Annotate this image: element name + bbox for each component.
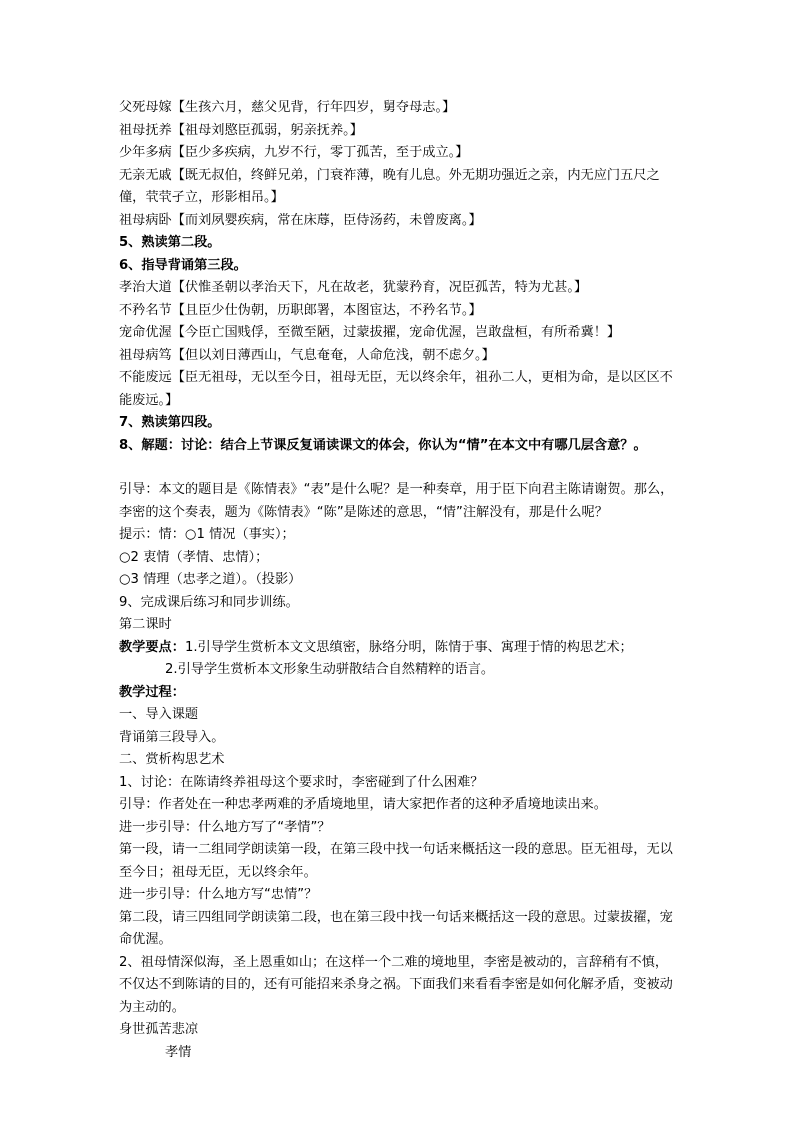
text-paragraph: 不能废远【臣无祖母，无以至今日，祖母无臣，无以终余年，祖孙二人，更相为命，是以区区不能废远。】 — [119, 370, 673, 408]
hint-line: ○3 情理（忠孝之道）。（投影） — [119, 572, 302, 587]
text-line: 祖母病笃【但以刘日薄西山，气息奄奄，人命危浅，朝不虑夕。】 — [119, 347, 495, 363]
document-body — [119, 97, 679, 1064]
text-line: 进一步引导：什么地方写“忠情”？ — [119, 887, 318, 902]
step-heading: 5、熟读第二段。 — [119, 235, 221, 250]
text-paragraph: 第一段，请一二组同学朗读第一段，在第三段中找一句话来概括这一段的意思。臣无祖母，无以至今日；祖母无臣，无以终余年。 — [119, 842, 673, 880]
text-line: 不矜名节【且臣少仕伪朝，历职郎署，本图宦达，不矜名节。】 — [119, 302, 482, 318]
text-line: 祖母病卧【而刘夙婴疾病，常在床蓐，臣侍汤药，未曾废离。】 — [119, 212, 482, 228]
step-heading: 8、解题：讨论：结合上节课反复诵读课文的体会，你认为“情”在本文中有哪几层含意？。 — [119, 437, 647, 453]
text-line: 少年多病【臣少多疾病，九岁不行，零丁孤苦，至于成立。】 — [119, 145, 469, 160]
text-line: 祖母抚养【祖母刘愍臣孤弱，躬亲抚养。】 — [119, 122, 363, 138]
hint-line: ○2 衷情（孝情、忠情）； — [119, 549, 269, 565]
text-line: 9、完成课后练习和同步训练。 — [119, 594, 299, 610]
text-line: 背诵第三段导入。 — [119, 729, 225, 745]
text-paragraph: 2、祖母情深似海，圣上恩重如山；在这样一个二难的境地里，李密是被动的，言辞稍有不慎，不仅达不到陈请的目的，还有可能招来杀身之祸。下面我们来看看李密是如何化解矛盾，变被动为主动的。 — [119, 954, 673, 1015]
text-line: 1、讨论：在陈请终养祖母这个要求时，李密碰到了什么困难？ — [119, 774, 484, 790]
teaching-point: 1.引导学生赏析本文文思缜密，脉络分明，陈情于事、寓理于情的构思艺术； — [184, 639, 633, 655]
text-line: 引导：作者处在一种忠孝两难的矛盾境地里，请大家把作者的这种矛盾境地读出来。 — [119, 797, 607, 812]
hint-line: 提示：情：○1 情况（事实）； — [119, 527, 295, 542]
teaching-points-label: 教学要点： — [119, 639, 185, 655]
guide-paragraph: 引导：本文的题目是《陈情表》“表”是什么呢？是一种奏章，用于臣下向君主陈请谢贺。那么，李密的这个奏表，题为《陈情表》“陈”是陈述的意思，“情”注解没有，那是什么呢？ — [119, 482, 674, 520]
blank-line — [119, 457, 679, 479]
text-paragraph: 无亲无戚【既无叔伯，终鲜兄弟，门衰祚薄，晚有儿息。外无期功强近之亲，内无应门五尺之僮，茕茕孑立，形影相吊。】 — [119, 167, 660, 205]
text-line: 宠命优渥【今臣亡国贱俘，至微至陋，过蒙拔擢，宠命优渥，岂敢盘桓，有所希冀！】 — [119, 325, 621, 340]
teaching-point: 2.引导学生赏析本文形象生动骈散结合自然精粹的语言。 — [165, 662, 495, 677]
step-heading: 6、指导背诵第三段。 — [119, 257, 247, 273]
section-title: 第二课时 — [119, 617, 172, 632]
text-line: 一、导入课题 — [119, 707, 199, 722]
text-line: 进一步引导：什么地方写了“孝情”？ — [119, 819, 331, 835]
text-paragraph: 第二段，请三四组同学朗读第二段，也在第三段中找一句话来概括这一段的意思。过蒙拔擢，宠命优渥。 — [119, 909, 673, 947]
text-line: 身世孤苦悲凉 — [119, 1022, 199, 1037]
step-heading: 7、熟读第四段。 — [119, 415, 221, 430]
text-line: 孝情 — [165, 1044, 192, 1060]
text-line: 二、赏析构思艺术 — [119, 752, 225, 767]
text-line: 孝治大道【伏惟圣朝以孝治天下，凡在故老，犹蒙矜育，况臣孤苦，特为尤甚。】 — [119, 280, 588, 295]
process-heading: 教学过程： — [119, 684, 185, 700]
teaching-points — [119, 637, 679, 660]
text-line: 父死母嫁【生孩六月，慈父见背，行年四岁，舅夺母志。】 — [119, 100, 456, 115]
